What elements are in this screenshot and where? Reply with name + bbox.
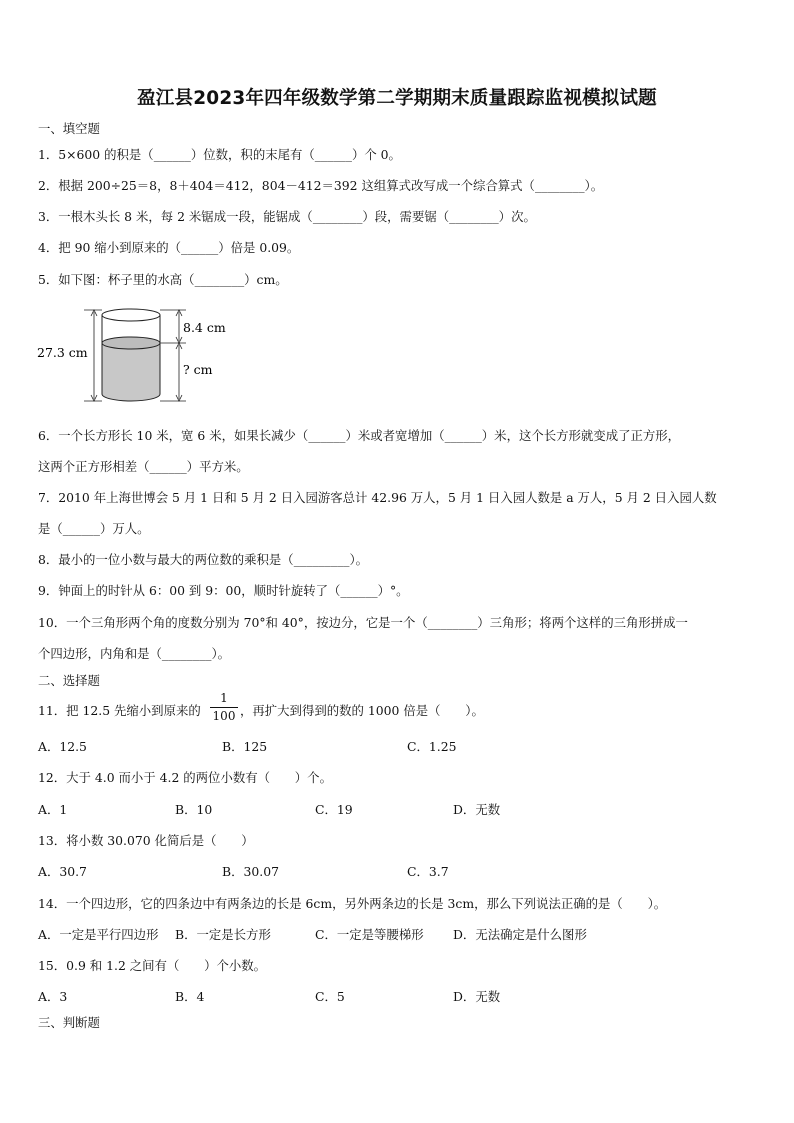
question-11-suffix: ，再扩大到得到的数的 1000 倍是（ ）。: [240, 703, 484, 718]
option-13-a[interactable]: A．30.7: [38, 864, 87, 879]
question-7-line-1: 7．2010 年上海世博会 5 月 1 日和 5 月 2 日入园游客总计 42.96 万人，5 月 1 日入园人数是 a 万人，5 月 2 日入园人数: [38, 490, 717, 505]
question-12: 12．大于 4.0 而小于 4.2 的两位小数有（ ）个。: [38, 770, 332, 785]
option-15-d[interactable]: D．无数: [453, 989, 501, 1004]
question-4: 4．把 90 缩小到原来的（______）倍是 0.09。: [38, 240, 300, 255]
question-10-line-2: 个四边形，内角和是（________）。: [38, 646, 231, 661]
option-13-b[interactable]: B．30.07: [222, 864, 279, 879]
option-14-b[interactable]: B．一定是长方形: [175, 927, 271, 942]
label-unknown-cm: ? cm: [183, 362, 213, 377]
section-multiple-choice: 二、选择题: [38, 673, 100, 688]
option-11-a[interactable]: A．12.5: [38, 739, 87, 754]
page-title: 盈江县2023年四年级数学第二学期期末质量跟踪监视模拟试题: [137, 88, 657, 109]
question-3: 3．一根木头长 8 米，每 2 米锯成一段，能锯成（________）段，需要锯（________）次。: [38, 209, 536, 224]
option-12-b[interactable]: B．10: [175, 802, 213, 817]
question-6-line-1: 6．一个长方形长 10 米，宽 6 米，如果长减少（______）米或者宽增加（______）米，这个长方形就变成了正方形，: [38, 428, 681, 443]
question-8: 8．最小的一位小数与最大的两位数的乘积是（_________）。: [38, 552, 369, 567]
question-14: 14．一个四边形，它的四条边中有两条边的长是 6cm，另外两条边的长是 3cm，那么下列说法正确的是（ ）。: [38, 896, 667, 911]
section-fill-in: 一、填空题: [38, 121, 100, 136]
cup-rim: [102, 309, 160, 321]
question-10-line-1: 10．一个三角形两个角的度数分别为 70°和 40°，按边分，它是一个（________）三角形；将两个这样的三角形拼成一: [38, 615, 688, 630]
question-5: 5．如下图：杯子里的水高（________）cm。: [38, 272, 288, 287]
section-true-false: 三、判断题: [38, 1015, 100, 1030]
option-15-b[interactable]: B．4: [175, 989, 205, 1004]
option-12-c[interactable]: C．19: [315, 802, 353, 817]
fraction-numerator: 1: [210, 691, 238, 708]
fraction-denominator: 100: [212, 709, 236, 723]
question-13: 13．将小数 30.070 化简后是（ ）: [38, 833, 254, 848]
option-14-c[interactable]: C．一定是等腰梯形: [315, 927, 424, 942]
option-11-b[interactable]: B．125: [222, 739, 268, 754]
label-27-3cm: 27.3 cm: [37, 345, 88, 360]
option-12-a[interactable]: A．1: [38, 802, 68, 817]
option-13-c[interactable]: C．3.7: [407, 864, 449, 879]
question-15: 15．0.9 和 1.2 之间有（ ）个小数。: [38, 958, 267, 973]
option-14-a[interactable]: A．一定是平行四边形: [38, 927, 159, 942]
option-11-c[interactable]: C．1.25: [407, 739, 457, 754]
cup-diagram: [36, 305, 236, 411]
option-15-c[interactable]: C．5: [315, 989, 345, 1004]
question-9: 9．钟面上的时针从 6：00 到 9：00，顺时针旋转了（______）°。: [38, 583, 409, 598]
cup-figure: [36, 305, 236, 411]
option-15-a[interactable]: A．3: [38, 989, 68, 1004]
label-8-4cm: 8.4 cm: [183, 320, 226, 335]
question-7-line-2: 是（______）万人。: [38, 521, 150, 536]
option-12-d[interactable]: D．无数: [453, 802, 501, 817]
question-6-line-2: 这两个正方形相差（______）平方米。: [38, 459, 249, 474]
option-14-d[interactable]: D．无法确定是什么图形: [453, 927, 587, 942]
fraction-one-hundredth: [210, 691, 238, 724]
question-11-prefix: 11．把 12.5 先缩小到原来的: [38, 703, 201, 718]
question-2: 2．根据 200÷25＝8，8＋404＝412，804－412＝392 这组算式改写成一个综合算式（________）。: [38, 178, 604, 193]
water-fill: [102, 343, 160, 401]
question-1: 1．5×600 的积是（______）位数，积的末尾有（______）个 0。: [38, 147, 401, 162]
water-surface: [102, 337, 160, 349]
